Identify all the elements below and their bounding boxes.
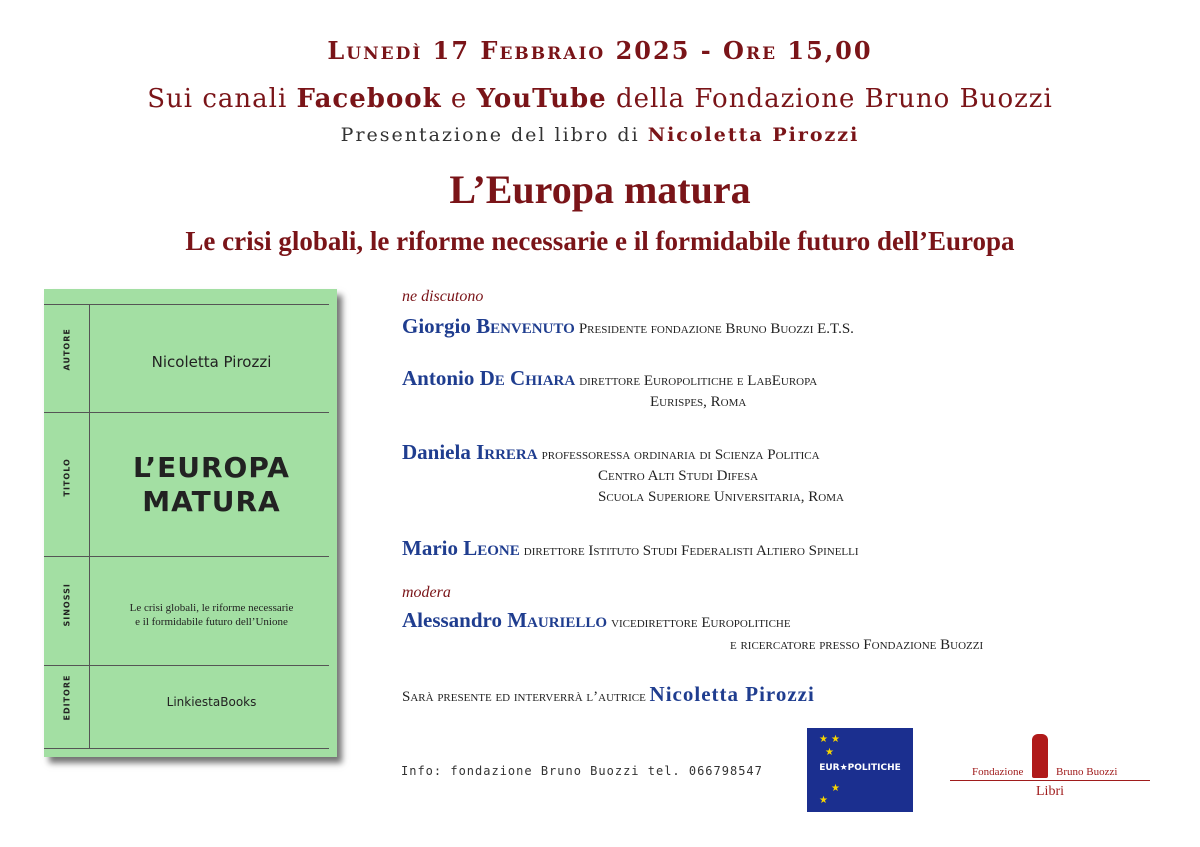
moderator-label: modera <box>402 584 451 601</box>
event-date: Lunedì 17 Febbraio 2025 - Ore 15,00 <box>327 36 873 65</box>
cover-divider-vertical <box>89 304 90 749</box>
cover-synopsis-line: e il formidabile futuro dell’Unione <box>135 616 288 628</box>
moderator-mauriello <box>402 608 791 633</box>
star-icon: ★ <box>819 734 828 745</box>
star-icon: ★ <box>831 783 840 794</box>
fb-logo-text: Fondazione <box>972 766 1024 778</box>
figure-icon <box>1032 734 1048 778</box>
cover-label-title: TITOLO <box>62 458 72 497</box>
speaker-role: vicedirettore Europolitiche <box>611 615 791 631</box>
speaker-leone <box>402 536 859 561</box>
channels-line <box>0 84 1200 114</box>
presence-name: Nicoletta Pirozzi <box>649 682 815 706</box>
book-subtitle: Le crisi globali, le riforme necessarie e il formidabile futuro dell’Europa <box>185 226 1015 256</box>
cover-label-author: AUTORE <box>62 328 72 371</box>
star-icon: ★ <box>831 734 840 745</box>
facebook-link[interactable]: Facebook <box>296 84 442 114</box>
cover-synopsis-line: Le crisi globali, le riforme necessarie <box>129 602 294 614</box>
cover-title-line: L’EUROPA <box>133 451 290 484</box>
speaker-de-chiara <box>402 366 817 391</box>
speaker-benvenuto <box>402 314 854 339</box>
youtube-link[interactable]: YouTube <box>476 84 607 114</box>
book-title: L’Europa matura <box>449 167 751 212</box>
presentation-line <box>0 124 1200 146</box>
europolitiche-text: EUR★POLITICHE <box>819 763 901 773</box>
channels-prefix: Sui canali <box>147 84 297 114</box>
speaker-role-cont: e ricercatore presso Fondazione Buozzi <box>730 637 984 653</box>
cover-author: Nicoletta Pirozzi <box>151 353 272 371</box>
speaker-role-cont: Centro Alti Studi Difesa <box>598 468 759 484</box>
presentation-prefix: Presentazione del libro di <box>340 124 648 146</box>
cover-divider <box>44 665 329 666</box>
speaker-name: Daniela Irrera <box>402 440 538 464</box>
fondazione-libri-logo <box>950 734 1150 804</box>
cover-title <box>94 451 329 519</box>
contact-info: Info: fondazione Bruno Buozzi tel. 066798547 <box>401 764 763 778</box>
cover-divider <box>44 304 329 305</box>
author-name: Nicoletta Pirozzi <box>647 124 860 146</box>
speaker-name: Mario Leone <box>402 536 520 560</box>
cover-divider <box>44 412 329 413</box>
star-icon: ★ <box>825 747 834 758</box>
cover-publisher: LinkiestaBooks <box>166 695 257 709</box>
speaker-role: Presidente fondazione Bruno Buozzi E.T.S. <box>578 321 854 337</box>
speaker-role: direttore Istituto Studi Federalisti Altiero Spinelli <box>523 543 859 559</box>
cover-title-line: MATURA <box>142 485 281 518</box>
cover-label-publisher: EDITORE <box>62 674 72 721</box>
channels-suffix: della Fondazione Bruno Buozzi <box>606 84 1053 114</box>
speaker-irrera <box>402 440 820 465</box>
cover-synopsis <box>94 601 329 629</box>
europolitiche-logo <box>807 728 913 812</box>
speaker-role-cont: Eurispes, Roma <box>650 394 747 410</box>
fb-logo-rule <box>950 780 1150 781</box>
speaker-role-cont: Scuola Superiore Universitaria, Roma <box>598 489 844 505</box>
presence-text: Sarà presente ed interverrà l’autrice <box>402 689 650 705</box>
book-cover <box>44 289 337 757</box>
fb-logo-text: Bruno Buozzi <box>1056 766 1118 778</box>
speaker-role: professoressa ordinaria di Scienza Politica <box>541 447 820 463</box>
author-presence <box>402 682 815 707</box>
cover-divider <box>44 556 329 557</box>
speaker-name: Alessandro Mauriello <box>402 608 608 632</box>
cover-label-synopsis: SINOSSI <box>62 583 72 627</box>
speaker-role: direttore Europolitiche e LabEuropa <box>579 373 818 389</box>
channels-and: e <box>441 84 477 114</box>
speaker-name: Giorgio Benvenuto <box>402 314 575 338</box>
cover-divider <box>44 748 329 749</box>
fb-logo-libri: Libri <box>1036 784 1064 799</box>
speaker-name: Antonio De Chiara <box>402 366 576 390</box>
discuss-label: ne discutono <box>402 288 484 305</box>
star-icon: ★ <box>819 795 828 806</box>
